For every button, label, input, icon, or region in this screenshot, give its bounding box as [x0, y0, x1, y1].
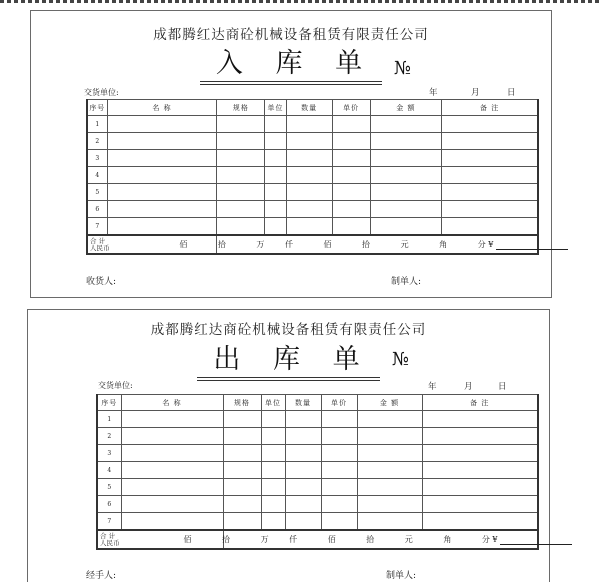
unit-bai-2: 佰 — [323, 240, 332, 249]
cell-price[interactable] — [332, 167, 370, 184]
cell-price[interactable] — [332, 133, 370, 150]
cell-spec[interactable] — [217, 167, 265, 184]
cell-name[interactable] — [107, 167, 217, 184]
table-body — [97, 411, 538, 531]
row-index: 3 — [87, 150, 107, 167]
row-index: 1 — [97, 411, 121, 428]
row-index: 7 — [97, 513, 121, 531]
cell-name[interactable] — [107, 133, 217, 150]
items-table — [86, 99, 539, 255]
cell-spec[interactable] — [223, 513, 261, 531]
cell-qty[interactable] — [285, 496, 321, 513]
cell-remark[interactable] — [422, 496, 538, 513]
cell-remark[interactable] — [422, 462, 538, 479]
cell-unit[interactable] — [265, 167, 286, 184]
cell-price[interactable] — [332, 150, 370, 167]
cell-qty[interactable] — [285, 513, 321, 531]
currency-symbol: ¥ — [492, 535, 498, 544]
col-index: 序号 — [87, 100, 107, 116]
supplier-label: 交货单位: — [98, 381, 133, 390]
total-label-top: 合 计 — [90, 236, 106, 245]
col-amount: 金 额 — [357, 395, 422, 411]
cell-unit[interactable] — [261, 513, 285, 531]
cell-amount[interactable] — [370, 116, 442, 133]
cell-remark[interactable] — [422, 513, 538, 531]
cell-amount[interactable] — [370, 167, 442, 184]
unit-yuan: 元 — [400, 240, 409, 249]
cell-unit[interactable] — [261, 496, 285, 513]
unit-bai-1: 佰 — [183, 535, 192, 544]
col-amount: 金 额 — [370, 100, 442, 116]
table-row — [97, 428, 538, 445]
col-price: 单价 — [332, 100, 370, 116]
date-year: 年 — [428, 382, 437, 392]
cell-qty[interactable] — [286, 218, 332, 236]
unit-shi-1: 拾 — [217, 240, 226, 249]
cell-name[interactable] — [121, 411, 223, 428]
col-price: 单价 — [321, 395, 357, 411]
cell-spec[interactable] — [217, 201, 265, 218]
cell-price[interactable] — [321, 462, 357, 479]
date-month: 月 — [471, 88, 480, 98]
col-unit: 单位 — [265, 100, 286, 116]
amount-line[interactable] — [496, 241, 568, 250]
table-row — [97, 462, 538, 479]
cell-qty[interactable] — [286, 116, 332, 133]
cell-name[interactable] — [121, 445, 223, 462]
cell-unit[interactable] — [261, 428, 285, 445]
date-day: 日 — [498, 382, 507, 392]
top-dashed-border — [0, 0, 600, 3]
cell-name[interactable] — [107, 150, 217, 167]
handler-signature-label: 经手人: — [86, 571, 117, 581]
title-wrap — [31, 41, 551, 81]
date-month: 月 — [464, 382, 473, 392]
cell-spec[interactable] — [217, 218, 265, 236]
cell-qty[interactable] — [285, 428, 321, 445]
unit-yuan: 元 — [404, 535, 413, 544]
issue-form — [27, 309, 550, 582]
cell-price[interactable] — [332, 184, 370, 201]
cell-amount[interactable] — [370, 133, 442, 150]
row-index: 6 — [87, 201, 107, 218]
cell-remark[interactable] — [442, 116, 538, 133]
cell-spec[interactable] — [223, 445, 261, 462]
unit-wan: 万 — [260, 535, 269, 544]
cell-amount[interactable] — [370, 150, 442, 167]
cell-name[interactable] — [107, 116, 217, 133]
cell-amount[interactable] — [370, 201, 442, 218]
cell-name[interactable] — [121, 479, 223, 496]
table-row — [87, 167, 538, 184]
table-row — [97, 445, 538, 462]
cell-remark[interactable] — [442, 184, 538, 201]
preparer-signature-label: 制单人: — [386, 571, 417, 581]
cell-unit[interactable] — [261, 479, 285, 496]
table-row — [87, 116, 538, 133]
row-index: 4 — [87, 167, 107, 184]
cell-spec[interactable] — [223, 479, 261, 496]
cell-qty[interactable] — [286, 150, 332, 167]
cell-remark[interactable] — [422, 411, 538, 428]
unit-qian: 仟 — [284, 240, 293, 249]
table-row — [87, 201, 538, 218]
row-index: 7 — [87, 218, 107, 236]
row-index: 3 — [97, 445, 121, 462]
cell-price[interactable] — [332, 201, 370, 218]
cell-amount[interactable] — [357, 411, 422, 428]
items-table — [96, 394, 539, 550]
cell-unit[interactable] — [261, 411, 285, 428]
cell-qty[interactable] — [285, 445, 321, 462]
cell-unit[interactable] — [265, 218, 286, 236]
form-title: 出 库 单 — [201, 337, 375, 377]
cell-remark[interactable] — [422, 428, 538, 445]
row-index: 6 — [97, 496, 121, 513]
cell-qty[interactable] — [285, 479, 321, 496]
col-spec: 规格 — [217, 100, 265, 116]
preparer-signature-label: 制单人: — [391, 277, 422, 287]
cell-remark[interactable] — [442, 150, 538, 167]
cell-spec[interactable] — [223, 411, 261, 428]
col-qty: 数量 — [286, 100, 332, 116]
cell-name[interactable] — [121, 462, 223, 479]
cell-name[interactable] — [107, 218, 217, 236]
cell-spec[interactable] — [217, 150, 265, 167]
cell-unit[interactable] — [261, 445, 285, 462]
col-unit: 单位 — [261, 395, 285, 411]
cell-amount[interactable] — [357, 513, 422, 531]
cell-amount[interactable] — [357, 445, 422, 462]
total-row — [87, 235, 538, 254]
date-year: 年 — [429, 88, 438, 98]
cell-price[interactable] — [321, 428, 357, 445]
number-mark: № — [394, 58, 412, 79]
cell-remark[interactable] — [442, 218, 538, 236]
unit-shi-2: 拾 — [366, 535, 375, 544]
cell-remark[interactable] — [442, 201, 538, 218]
supplier-label: 交货单位: — [84, 88, 119, 97]
receiver-signature-label: 收货人: — [86, 277, 117, 287]
company-name: 成都腾红达商砼机械设备租赁有限责任公司 — [150, 322, 427, 338]
col-spec: 规格 — [223, 395, 261, 411]
unit-qian: 仟 — [289, 535, 298, 544]
title-wrap — [28, 337, 549, 377]
cell-name[interactable] — [107, 184, 217, 201]
cell-unit[interactable] — [265, 201, 286, 218]
col-remark: 备 注 — [442, 100, 538, 116]
cell-spec[interactable] — [217, 184, 265, 201]
table-row — [87, 184, 538, 201]
cell-spec[interactable] — [223, 462, 261, 479]
cell-amount[interactable] — [357, 428, 422, 445]
cell-price[interactable] — [321, 496, 357, 513]
row-index: 5 — [97, 479, 121, 496]
table-row — [87, 218, 538, 236]
cell-spec[interactable] — [223, 496, 261, 513]
currency-symbol: ¥ — [488, 240, 494, 249]
table-row — [97, 411, 538, 428]
cell-unit[interactable] — [261, 462, 285, 479]
cell-amount[interactable] — [370, 184, 442, 201]
row-index: 1 — [87, 116, 107, 133]
cell-spec[interactable] — [217, 116, 265, 133]
cell-spec[interactable] — [217, 133, 265, 150]
cell-qty[interactable] — [285, 411, 321, 428]
number-mark: № — [392, 349, 410, 370]
cell-qty[interactable] — [286, 201, 332, 218]
col-name: 名 称 — [121, 395, 223, 411]
table-row — [97, 513, 538, 531]
cell-amount[interactable] — [357, 496, 422, 513]
cell-spec[interactable] — [223, 428, 261, 445]
cell-remark[interactable] — [422, 479, 538, 496]
total-label-bottom: 人民币 — [100, 538, 120, 547]
total-row — [97, 530, 538, 549]
cell-unit[interactable] — [265, 150, 286, 167]
amount-line[interactable] — [500, 536, 572, 545]
total-cell — [97, 530, 223, 549]
cell-amount[interactable] — [357, 479, 422, 496]
cell-amount[interactable] — [357, 462, 422, 479]
cell-qty[interactable] — [286, 133, 332, 150]
col-index: 序号 — [97, 395, 121, 411]
form-title: 入 库 单 — [204, 41, 378, 81]
company-name: 成都腾红达商砼机械设备租赁有限责任公司 — [153, 27, 429, 43]
unit-bai-2: 佰 — [327, 535, 336, 544]
cell-price[interactable] — [321, 411, 357, 428]
cell-price[interactable] — [321, 479, 357, 496]
cell-price[interactable] — [332, 218, 370, 236]
cell-remark[interactable] — [442, 133, 538, 150]
table-row — [87, 133, 538, 150]
table-row — [87, 150, 538, 167]
total-cell — [87, 235, 217, 254]
amount-in-words — [179, 235, 538, 254]
cell-qty[interactable] — [286, 167, 332, 184]
cell-price[interactable] — [321, 513, 357, 531]
receipt-form — [30, 10, 552, 298]
unit-shi-1: 拾 — [222, 535, 231, 544]
table-body — [87, 116, 538, 236]
col-remark: 备 注 — [422, 395, 538, 411]
cell-name[interactable] — [107, 201, 217, 218]
row-index: 2 — [97, 428, 121, 445]
row-index: 2 — [87, 133, 107, 150]
unit-fen: 分 — [477, 240, 486, 249]
unit-shi-2: 拾 — [362, 240, 371, 249]
table-header-row — [97, 395, 538, 411]
row-index: 5 — [87, 184, 107, 201]
cell-qty[interactable] — [286, 184, 332, 201]
cell-amount[interactable] — [370, 218, 442, 236]
cell-remark[interactable] — [422, 445, 538, 462]
date-day: 日 — [507, 88, 516, 98]
unit-jiao: 角 — [443, 535, 452, 544]
cell-unit[interactable] — [265, 133, 286, 150]
cell-name[interactable] — [121, 496, 223, 513]
amount-in-words — [183, 530, 538, 549]
unit-fen: 分 — [481, 535, 490, 544]
table-row — [97, 479, 538, 496]
cell-name[interactable] — [121, 428, 223, 445]
table-header-row — [87, 100, 538, 116]
cell-remark[interactable] — [442, 167, 538, 184]
unit-bai-1: 佰 — [179, 240, 188, 249]
cell-unit[interactable] — [265, 116, 286, 133]
table-row — [97, 496, 538, 513]
col-name: 名 称 — [107, 100, 217, 116]
cell-qty[interactable] — [285, 462, 321, 479]
total-label-top: 合 计 — [100, 531, 116, 540]
cell-price[interactable] — [321, 445, 357, 462]
total-label-bottom: 人民币 — [90, 243, 110, 252]
cell-price[interactable] — [332, 116, 370, 133]
cell-unit[interactable] — [265, 184, 286, 201]
unit-jiao: 角 — [439, 240, 448, 249]
cell-name[interactable] — [121, 513, 223, 531]
row-index: 4 — [97, 462, 121, 479]
unit-wan: 万 — [256, 240, 265, 249]
col-qty: 数量 — [285, 395, 321, 411]
